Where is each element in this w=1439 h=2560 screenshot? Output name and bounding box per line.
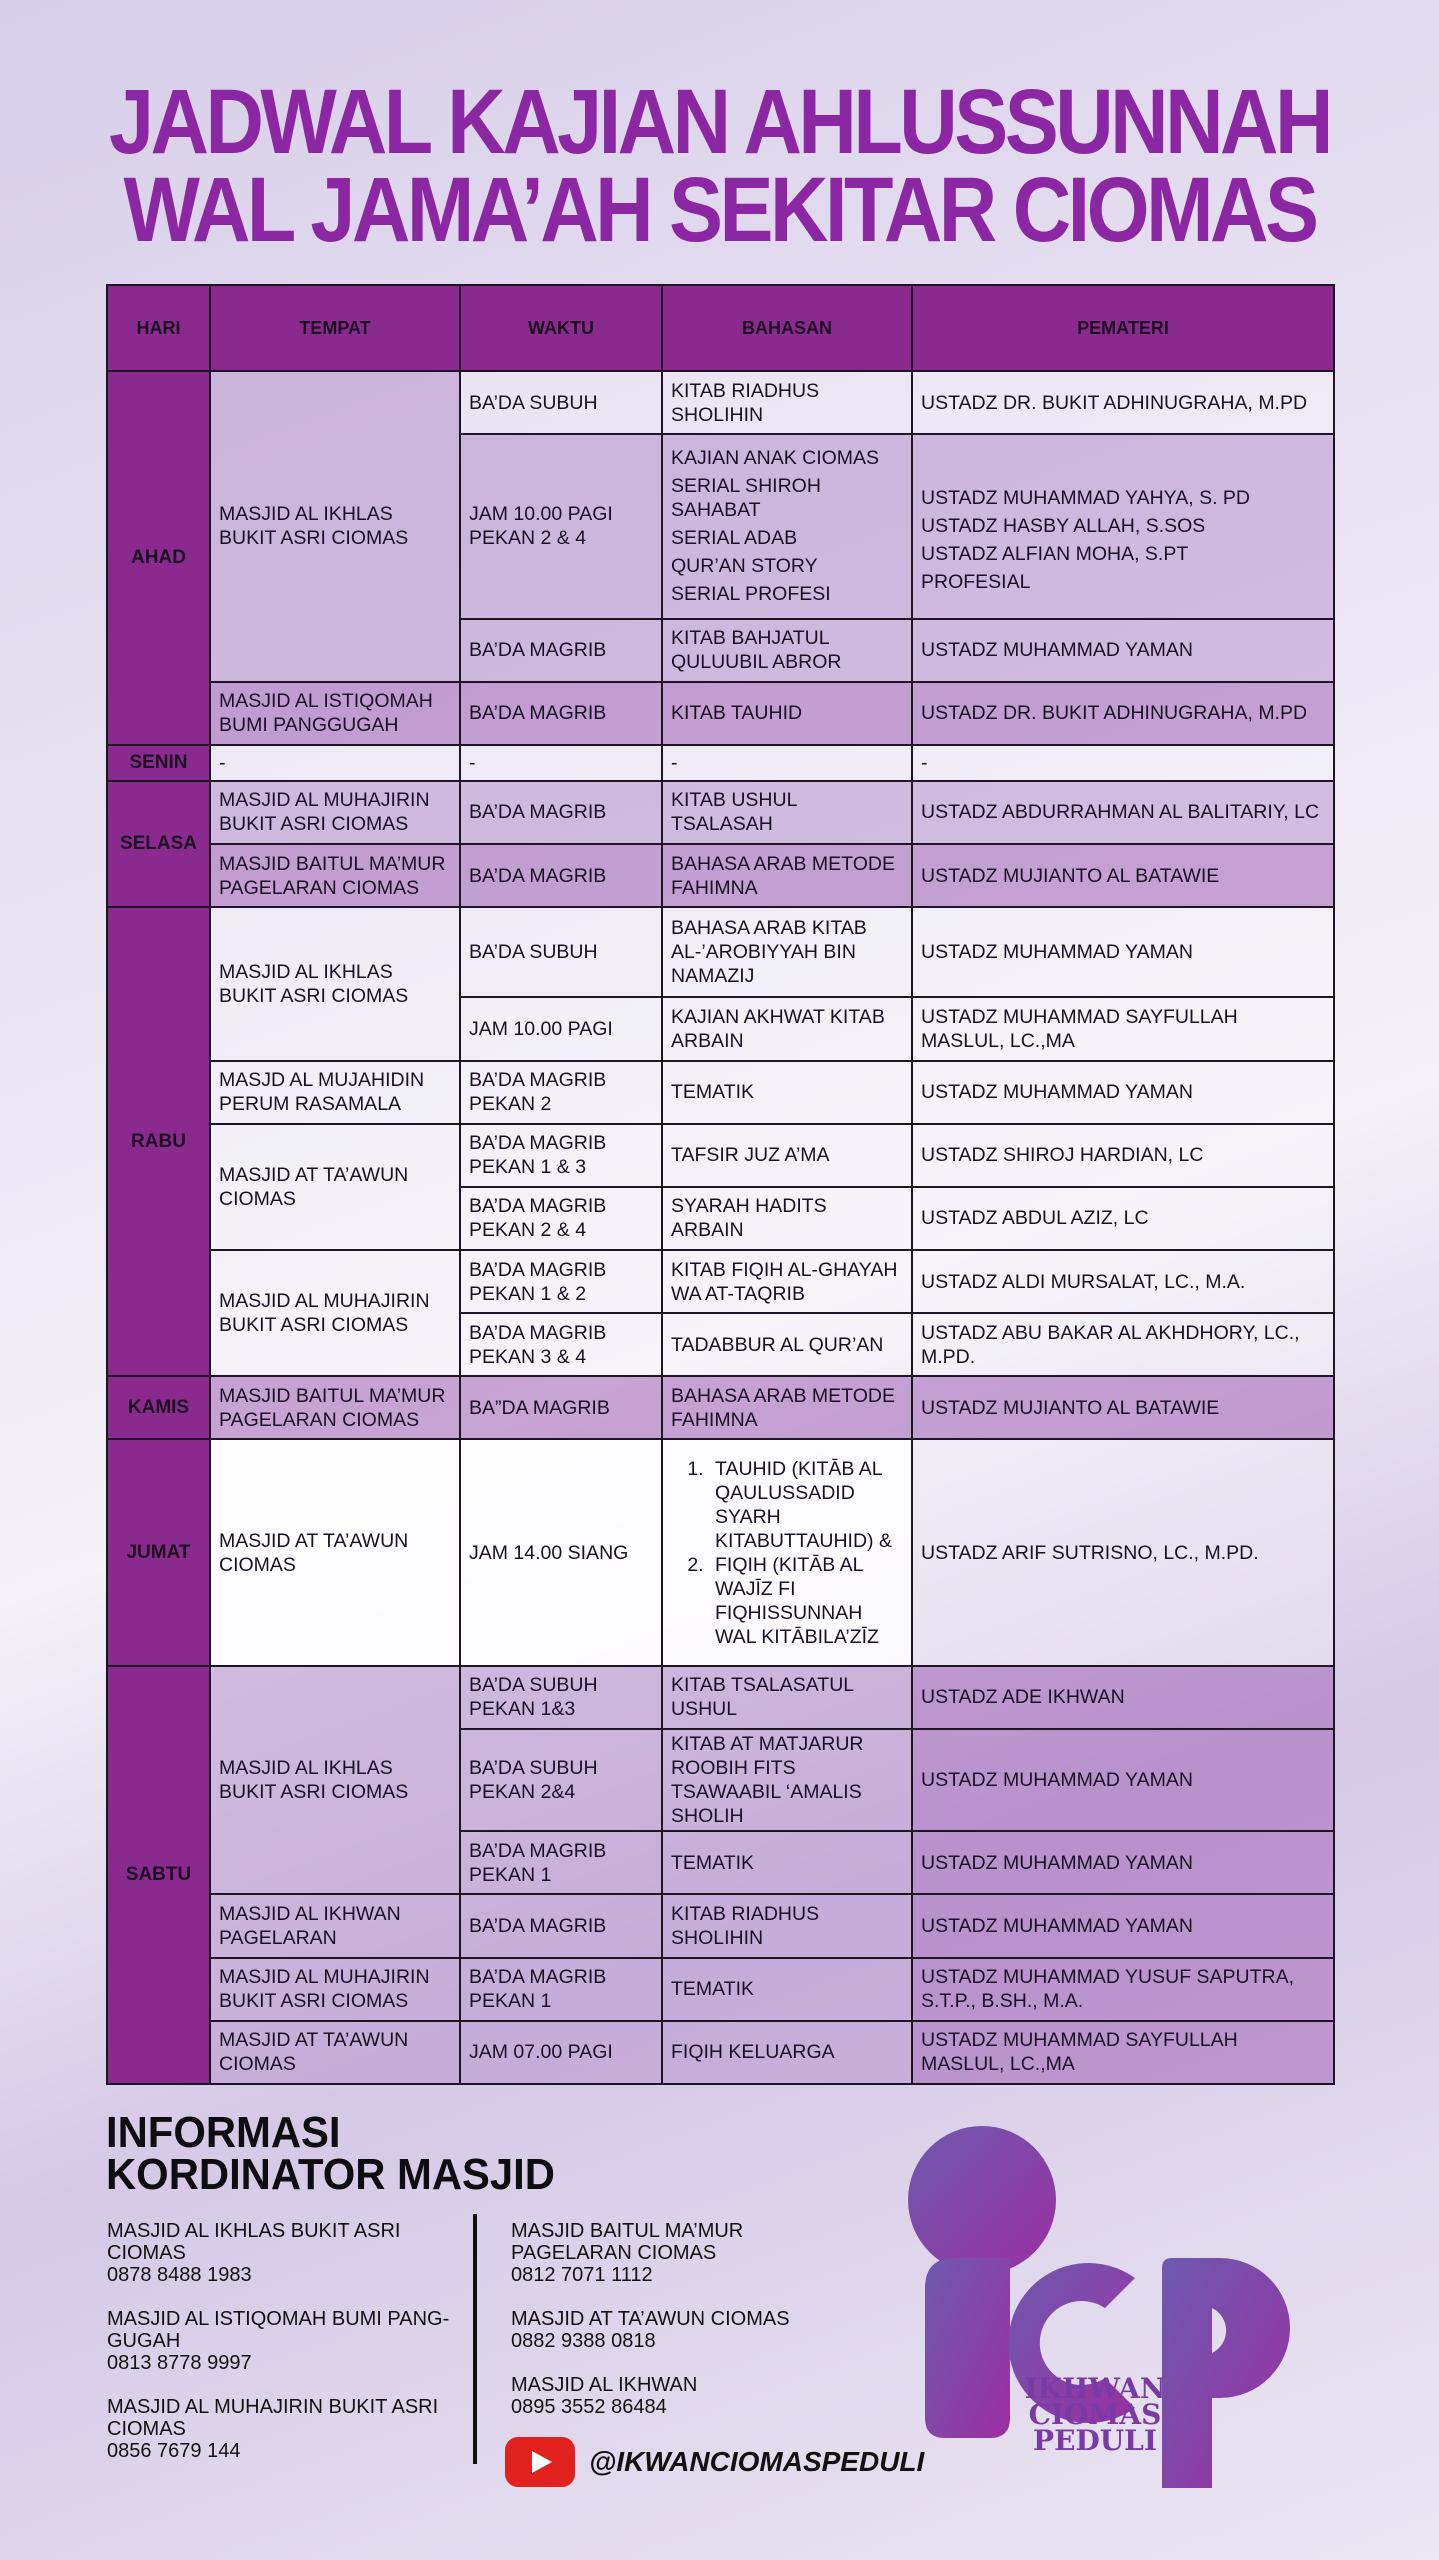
- tempat-cell: -: [210, 745, 460, 781]
- pemateri-cell: USTADZ ABDURRAHMAN AL BALITARIY, LC: [912, 781, 1334, 844]
- waktu-cell: JAM 07.00 PAGI: [460, 2021, 662, 2084]
- pemateri-cell: [912, 434, 1334, 618]
- waktu-cell: BA’DA MAGRIB: [460, 781, 662, 844]
- title-line-1: JADWAL KAJIAN AHLUSSUNNAH: [109, 71, 1330, 173]
- title-line-2: WAL JAMA’AH SEKITAR CIOMAS: [123, 159, 1316, 261]
- bahasan-cell: KITAB FIQIH AL-GHAYAH WA AT-TAQRIB: [662, 1250, 912, 1313]
- coordinator-list-right: [511, 2220, 851, 2440]
- table-row: [107, 1894, 1334, 1957]
- pemateri-cell: USTADZ ALDI MURSALAT, LC., M.A.: [912, 1250, 1334, 1313]
- waktu-cell: BA’DA SUBUH PEKAN 2&4: [460, 1729, 662, 1831]
- pemateri-cell: USTADZ ADE IKHWAN: [912, 1666, 1334, 1729]
- waktu-cell: BA’DA MAGRIB PEKAN 1: [460, 1958, 662, 2021]
- bahasan-cell: TEMATIK: [662, 1831, 912, 1894]
- tempat-cell: MASJID BAITUL MA’MUR PAGELARAN CIOMAS: [210, 844, 460, 907]
- pemateri-cell: USTADZ MUHAMMAD YAMAN: [912, 907, 1334, 997]
- table-row: [107, 1061, 1334, 1124]
- logo-text: [1010, 2372, 1180, 2457]
- bahasan-cell: KITAB TAUHID: [662, 682, 912, 745]
- youtube-link[interactable]: [505, 2437, 924, 2487]
- coordinator-entry: [107, 2220, 457, 2286]
- table-row: [107, 1250, 1334, 1313]
- waktu-cell: BA’DA MAGRIB PEKAN 2 & 4: [460, 1187, 662, 1250]
- table-row: [107, 682, 1334, 745]
- pemateri-cell: USTADZ SHIROJ HARDIAN, LC: [912, 1124, 1334, 1187]
- tempat-cell: MASJID AL ISTIQOMAH BUMI PANGGUGAH: [210, 682, 460, 745]
- info-title: [106, 2108, 555, 2199]
- pemateri-item: USTADZ HASBY ALLAH, S.SOS: [921, 515, 1206, 538]
- bahasan-cell: BAHASA ARAB METODE FAHIMNA: [662, 844, 912, 907]
- coordinator-phone: 0882 9388 0818: [511, 2330, 656, 2352]
- day-selasa: SELASA: [107, 781, 210, 907]
- logo-text-line: IKHWAN: [1024, 2372, 1166, 2405]
- header-bahasan: BAHASAN: [662, 285, 912, 371]
- coordinator-phone: 0812 7071 1112: [511, 2264, 653, 2286]
- bahasan-cell: BAHASA ARAB METODE FAHIMNA: [662, 1376, 912, 1439]
- logo-text-line: CIOMAS: [1028, 2398, 1162, 2431]
- day-rabu: RABU: [107, 907, 210, 1376]
- tempat-cell: MASJID AL MUHAJIRIN BUKIT ASRI CIOMAS: [210, 1250, 460, 1376]
- bahasan-list: [671, 1457, 903, 1649]
- waktu-cell: BA’DA MAGRIB PEKAN 1 & 3: [460, 1124, 662, 1187]
- table-header-row: [107, 285, 1334, 371]
- logo-stem: [925, 2258, 1010, 2438]
- waktu-cell: -: [460, 745, 662, 781]
- waktu-cell: BA’DA MAGRIB PEKAN 1 & 2: [460, 1250, 662, 1313]
- day-jumat: JUMAT: [107, 1439, 210, 1666]
- coordinator-entry: [107, 2396, 457, 2462]
- bahasan-cell: TEMATIK: [662, 1958, 912, 2021]
- column-divider: [473, 2214, 477, 2464]
- tempat-cell: MASJID BAITUL MA’MUR PAGELARAN CIOMAS: [210, 1376, 460, 1439]
- bahasan-item: KAJIAN ANAK CIOMAS: [671, 447, 880, 470]
- waktu-cell: JAM 10.00 PAGI PEKAN 2 & 4: [460, 434, 662, 618]
- waktu-cell: BA’DA SUBUH: [460, 907, 662, 997]
- tempat-cell: MASJID AL MUHAJIRIN BUKIT ASRI CIOMAS: [210, 1958, 460, 2021]
- table-row: [107, 1439, 1334, 1666]
- tempat-cell: MASJD AL MUJAHIDIN PERUM RASAMALA: [210, 1061, 460, 1124]
- bahasan-cell: KAJIAN AKHWAT KITAB ARBAIN: [662, 997, 912, 1060]
- bahasan-cell: SYARAH HADITS ARBAIN: [662, 1187, 912, 1250]
- pemateri-cell: USTADZ ARIF SUTRISNO, LC., M.PD.: [912, 1439, 1334, 1666]
- bahasan-cell: BAHASA ARAB KITAB AL-’AROBIYYAH BIN NAMAZIJ: [662, 907, 912, 997]
- coordinator-masjid: MASJID AT TA’AWUN CIOMAS: [511, 2308, 790, 2330]
- waktu-cell: JAM 10.00 PAGI: [460, 997, 662, 1060]
- pemateri-cell: USTADZ MUHAMMAD SAYFULLAH MASLUL, LC.,MA: [912, 2021, 1334, 2084]
- logo-dot: [908, 2126, 1056, 2274]
- coordinator-entry: [511, 2374, 851, 2418]
- pemateri-cell: USTADZ MUHAMMAD YAMAN: [912, 1831, 1334, 1894]
- list-item: 1. TAUHID (KITĀB AL QAULUSSADID SYARH KITABUTTAUHID) &: [709, 1457, 903, 1553]
- waktu-cell: BA’DA SUBUH: [460, 371, 662, 434]
- coordinator-phone: 0895 3552 86484: [511, 2396, 667, 2418]
- waktu-cell: BA’DA MAGRIB PEKAN 3 & 4: [460, 1313, 662, 1376]
- bahasan-cell: KITAB AT MATJARUR ROOBIH FITS TSAWAABIL ‘AMALIS SHOLIH: [662, 1729, 912, 1831]
- waktu-cell: BA’DA MAGRIB PEKAN 2: [460, 1061, 662, 1124]
- coordinator-entry: [511, 2220, 851, 2286]
- info-title-line-1: INFORMASI: [106, 2108, 341, 2157]
- bahasan-cell: KITAB USHUL TSALASAH: [662, 781, 912, 844]
- waktu-cell: BA’DA SUBUH PEKAN 1&3: [460, 1666, 662, 1729]
- coordinator-phone: 0878 8488 1983: [107, 2264, 252, 2286]
- waktu-cell: BA’DA MAGRIB: [460, 844, 662, 907]
- table-row: [107, 371, 1334, 434]
- tempat-cell: MASJID AL IKHLAS BUKIT ASRI CIOMAS: [210, 371, 460, 682]
- waktu-cell: BA’DA MAGRIB: [460, 619, 662, 682]
- pemateri-cell: USTADZ ABU BAKAR AL AKHDHORY, LC., M.PD.: [912, 1313, 1334, 1376]
- bahasan-cell: KITAB RIADHUS SHOLIHIN: [662, 1894, 912, 1957]
- header-waktu: WAKTU: [460, 285, 662, 371]
- pemateri-cell: USTADZ MUHAMMAD YAMAN: [912, 1894, 1334, 1957]
- pemateri-item: USTADZ MUHAMMAD YAHYA, S. PD: [921, 487, 1251, 510]
- tempat-cell: MASJID AL IKHLAS BUKIT ASRI CIOMAS: [210, 907, 460, 1060]
- bahasan-cell: TEMATIK: [662, 1061, 912, 1124]
- table-row: [107, 1376, 1334, 1439]
- tempat-cell: MASJID AL IKHWAN PAGELARAN: [210, 1894, 460, 1957]
- pemateri-item: USTADZ ALFIAN MOHA, S.PT: [921, 543, 1189, 566]
- bahasan-item: SERIAL PROFESI: [671, 583, 831, 606]
- header-hari: HARI: [107, 285, 210, 371]
- day-sabtu: SABTU: [107, 1666, 210, 2084]
- day-kamis: KAMIS: [107, 1376, 210, 1439]
- pemateri-cell: USTADZ MUJIANTO AL BATAWIE: [912, 844, 1334, 907]
- table-row: [107, 844, 1334, 907]
- bahasan-item: SERIAL SHIROH SAHABAT: [671, 475, 821, 522]
- pemateri-cell: USTADZ DR. BUKIT ADHINUGRAHA, M.PD: [912, 682, 1334, 745]
- schedule-table: [106, 284, 1335, 2085]
- day-ahad: AHAD: [107, 371, 210, 745]
- table-row: [107, 2021, 1334, 2084]
- pemateri-cell: -: [912, 745, 1334, 781]
- pemateri-cell: USTADZ DR. BUKIT ADHINUGRAHA, M.PD: [912, 371, 1334, 434]
- bahasan-item: SERIAL ADAB: [671, 527, 798, 550]
- table-row: [107, 907, 1334, 997]
- bahasan-cell: KITAB TSALASATUL USHUL: [662, 1666, 912, 1729]
- bahasan-cell: [662, 1439, 912, 1666]
- pemateri-cell: USTADZ MUHAMMAD YUSUF SAPUTRA, S.T.P., B.SH., M.A.: [912, 1958, 1334, 2021]
- coordinator-entry: [511, 2308, 851, 2352]
- youtube-handle: @IKWANCIOMASPEDULI: [589, 2446, 925, 2477]
- bahasan-item: QUR’AN STORY: [671, 555, 818, 578]
- pemateri-cell: USTADZ ABDUL AZIZ, LC: [912, 1187, 1334, 1250]
- waktu-cell: BA’DA MAGRIB: [460, 682, 662, 745]
- bahasan-cell: TADABBUR AL QUR’AN: [662, 1313, 912, 1376]
- pemateri-cell: USTADZ MUJIANTO AL BATAWIE: [912, 1376, 1334, 1439]
- bahasan-cell: TAFSIR JUZ A’MA: [662, 1124, 912, 1187]
- logo-p: [1162, 2258, 1290, 2488]
- header-pemateri: PEMATERI: [912, 285, 1334, 371]
- youtube-icon: [505, 2437, 575, 2487]
- coordinator-entry: [107, 2308, 457, 2374]
- coordinator-list-left: [107, 2220, 457, 2484]
- tempat-cell: MASJID AL MUHAJIRIN BUKIT ASRI CIOMAS: [210, 781, 460, 844]
- tempat-cell: MASJID AT TA’AWUN CIOMAS: [210, 1439, 460, 1666]
- logo-text-line: PEDULI: [1033, 2424, 1157, 2457]
- table-row: [107, 781, 1334, 844]
- waktu-cell: BA”DA MAGRIB: [460, 1376, 662, 1439]
- tempat-cell: MASJID AL IKHLAS BUKIT ASRI CIOMAS: [210, 1666, 460, 1895]
- waktu-cell: BA’DA MAGRIB PEKAN 1: [460, 1831, 662, 1894]
- pemateri-item: PROFESIAL: [921, 571, 1031, 594]
- pemateri-cell: USTADZ MUHAMMAD YAMAN: [912, 1729, 1334, 1831]
- bahasan-cell: KITAB BAHJATUL QULUUBIL ABROR: [662, 619, 912, 682]
- header-tempat: TEMPAT: [210, 285, 460, 371]
- table-row: [107, 1958, 1334, 2021]
- tempat-cell: MASJID AT TA’AWUN CIOMAS: [210, 1124, 460, 1250]
- coordinator-masjid: MASJID AL IKHWAN: [511, 2374, 698, 2396]
- table-row: [107, 1666, 1334, 1729]
- table-row: [107, 1124, 1334, 1187]
- coordinator-masjid: MASJID AL MUHAJIRIN BUKIT ASRI CIOMAS: [107, 2396, 439, 2440]
- waktu-cell: JAM 14.00 SIANG: [460, 1439, 662, 1666]
- page-title: [86, 71, 1352, 261]
- bahasan-cell: KITAB RIADHUS SHOLIHIN: [662, 371, 912, 434]
- pemateri-cell: USTADZ MUHAMMAD SAYFULLAH MASLUL, LC.,MA: [912, 997, 1334, 1060]
- coordinator-masjid: MASJID AL IKHLAS BUKIT ASRI CIOMAS: [107, 2220, 401, 2264]
- bahasan-cell: [662, 434, 912, 618]
- coordinator-masjid: MASJID AL ISTIQOMAH BUMI PANG-GUGAH: [107, 2308, 450, 2352]
- tempat-cell: MASJID AT TA’AWUN CIOMAS: [210, 2021, 460, 2084]
- day-senin: SENIN: [107, 745, 210, 781]
- coordinator-masjid: MASJID BAITUL MA’MUR PAGELARAN CIOMAS: [511, 2220, 744, 2264]
- info-title-line-2: KORDINATOR MASJID: [106, 2150, 555, 2199]
- bahasan-cell: FIQIH KELUARGA: [662, 2021, 912, 2084]
- bahasan-cell: -: [662, 745, 912, 781]
- pemateri-spacer: [921, 458, 1325, 482]
- table-row: [107, 745, 1334, 781]
- pemateri-cell: USTADZ MUHAMMAD YAMAN: [912, 1061, 1334, 1124]
- coordinator-phone: 0856 7679 144: [107, 2440, 241, 2462]
- coordinator-phone: 0813 8778 9997: [107, 2352, 252, 2374]
- list-item: 2. FIQIH (KITĀB AL WAJĪZ FI FIQHISSUNNAH WAL KITĀBILA’ZĪZ: [709, 1553, 903, 1649]
- waktu-cell: BA’DA MAGRIB: [460, 1894, 662, 1957]
- pemateri-cell: USTADZ MUHAMMAD YAMAN: [912, 619, 1334, 682]
